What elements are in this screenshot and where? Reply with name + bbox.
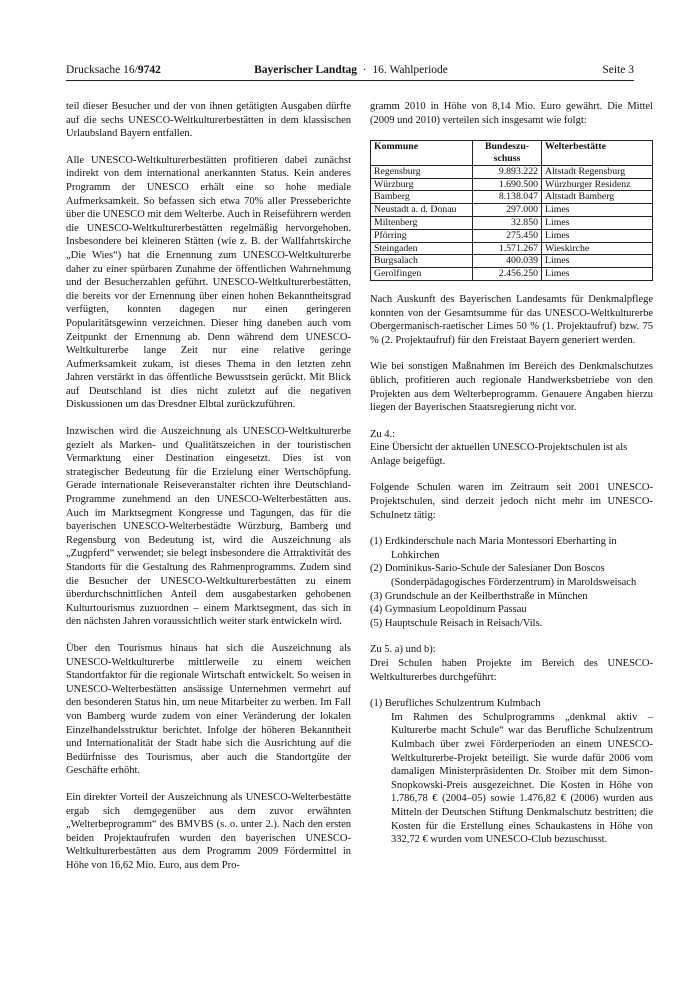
table-row (371, 255, 653, 268)
list-item: (2) Dominikus-Sario-Schule der Salesianer Don Boscos (Sonderpädagogisches Förderzentrum) in Maroldsweisach (370, 563, 637, 589)
page-number: Seite 3 (602, 64, 634, 76)
section-zu-4 (370, 428, 653, 469)
table-row (371, 216, 653, 229)
heritage-site-cell: Wieskirche (542, 242, 653, 255)
funding-table (370, 140, 653, 281)
paragraph: teil dieser Besucher und der von ihnen getätigten Ausgaben dürfte auf die sechs UNESCO-Weltkulturerbestätten in dem klassischen Urlaubsland Bayern entfallen. (66, 101, 351, 140)
column-header: Kommune (371, 141, 473, 166)
school-project-title: (1) Berufliches Schulzentrum Kulmbach (370, 698, 541, 710)
municipality-cell: Burgsalach (371, 255, 473, 268)
table-body (371, 165, 653, 280)
heritage-site-cell: Altstadt Bamberg (542, 191, 653, 204)
paragraph: Ein direkter Vorteil der Auszeichnung als UNESCO-Welterbestätte ergab sich demgegenüber aus dem zuvor erwähnten „Welterbeprogramm“ des BMVBS (s. o. unter 2.). Nach den ersten beiden Projektaufrufen wurden den bayerischen UNESCO-Weltkulturerbestätten aus dem Programm 2009 Fördermittel in Höhe von 16,62 Mio. Euro, aus dem Pro- (66, 791, 351, 871)
funding-cell: 8.138.047 (473, 191, 542, 204)
section-heading: Zu 4.: (370, 428, 396, 440)
paragraph: Über den Tourismus hinaus hat sich die Auszeichnung als UNESCO-Weltkulturerbe mittlerweile zu einem weichen Standortfaktor für die regionale Wirtschaft entwickelt. So weisen in UNESCO-Welterbestätten ansässige Unternehmen vermehrt auf den besonderen Status hin, um neue Mitarbeiter zu werben. Im Fall von Bamberg wurde zudem von einer Veränderung der lokalen Einzelhandelsstruktur berichtet. Infolge der höheren Bekanntheit und Internationalität der Stadt habe sich die Ausrichtung auf die Bedürfnisse des Tourismus, aber auch die Standortgüte der Geschäfte erhöht. (66, 642, 351, 777)
paragraph: Nach Auskunft des Bayerischen Landesamts für Denkmalpflege konnten von der Gesamtsumme für das UNESCO-Weltkulturerbe Obergermanisch-raetischer Limes 50 % (1. Projektaufruf) bzw. 75 % (2. Projektaufruf) für den Freistaat Bayern generiert werden. (370, 293, 653, 346)
paragraph: Inzwischen wird die Auszeichnung als UNESCO-Weltkulturerbe gezielt als Marken- und Qualitätszeichen in der touristischen Vermarktung einer Destination eingesetzt. Dies ist von strategischer Bedeutung für die Erzielung einer Wertschöpfung. Gerade internationale Reiseveranstalter richten ihre Deutschland-Programme zunehmend an den UNESCO-Welterbestätten aus. Auch im Marktsegment Kongresse und Tagungen, das für die bayerischen UNESCO-Welterbestädte Würzburg, Bamberg und Regensburg von Bedeutung ist, wird die Auszeichnung als „Zugpferd“ verwendet; sie belegt insbesondere die Attraktivität des Standorts für die Gestaltung des Rahmenprogramms. Zudem sind die Besucher der UNESCO-Weltkulturerbestätten zu einem überdurchschnittlichen Anteil dem ausgabestarken gehobenen Kulturtourismus zuzuordnen – einem Marktsegment, das sich in den nächsten Jahren voraussichtlich weiter stark entwickeln wird. (66, 426, 351, 628)
paragraph: Wie bei sonstigen Maßnahmen im Bereich des Denkmalschutzes üblich, profitieren auch regionale Handwerksbetriebe von den Projekten aus dem Welterbeprogramm. Genauere Angaben hierzu liegen der Bayerischen Staatsregierung nicht vor. (370, 361, 653, 414)
municipality-cell: Miltenberg (371, 216, 473, 229)
document-number-bold: 9742 (137, 64, 161, 76)
table-row (371, 229, 653, 242)
heritage-site-cell: Limes (542, 255, 653, 268)
funding-cell: 2.456.250 (473, 268, 542, 281)
funding-cell: 32.850 (473, 216, 542, 229)
paragraph: Folgende Schulen waren im Zeitraum seit 2001 UNESCO-Projektschulen, sind derzeit jedoch nicht mehr im UNESCO-Schulnetz tätig: (370, 482, 653, 521)
section-text: Drei Schulen haben Projekte im Bereich des UNESCO-Weltkulturerbes durchgeführt: (370, 658, 653, 683)
left-column (66, 100, 351, 885)
list-item: (3) Grundschule an der Keilberthstraße in München (370, 590, 588, 602)
page-header (66, 64, 634, 81)
table-header-row (371, 141, 653, 166)
document-number: Drucksache 16/9742 (66, 64, 161, 76)
municipality-cell: Bamberg (371, 191, 473, 204)
heritage-site-cell: Limes (542, 204, 653, 217)
list-item: (4) Gymnasium Leopoldinum Passau (370, 604, 527, 616)
table-row (371, 165, 653, 178)
header-separator: · (362, 64, 367, 76)
table-row (371, 191, 653, 204)
heritage-site-cell: Altstadt Regensburg (542, 165, 653, 178)
table-row (371, 204, 653, 217)
municipality-cell: Gerolfingen (371, 268, 473, 281)
heritage-site-cell: Limes (542, 216, 653, 229)
landtag-name: Bayerischer Landtag (254, 64, 358, 76)
column-header: Welterbestätte (542, 141, 653, 166)
schools-list (370, 535, 653, 630)
list-item: (1) Erdkinderschule nach Maria Montessori Eberharting in Lohkirchen (370, 536, 617, 561)
funding-cell: 1.571.267 (473, 242, 542, 255)
municipality-cell: Steingaden (371, 242, 473, 255)
table-row (371, 178, 653, 191)
school-project-item (370, 697, 653, 847)
section-zu-5 (370, 643, 653, 684)
table-row (371, 268, 653, 281)
parliament-title (254, 64, 448, 76)
paragraph: gramm 2010 in Höhe von 8,14 Mio. Euro gewährt. Die Mittel (2009 und 2010) verteilen sich insgesamt wie folgt: (370, 101, 653, 126)
municipality-cell: Regensburg (371, 165, 473, 178)
right-column (370, 100, 653, 847)
funding-cell: 275.450 (473, 229, 542, 242)
funding-cell: 400.039 (473, 255, 542, 268)
heritage-site-cell: Würzburger Residenz (542, 178, 653, 191)
legislative-period: 16. Wahlperiode (372, 64, 448, 76)
school-project-description: Im Rahmen des Schulprogramms „denkmal aktiv – Kulturerbe macht Schule“ war das Berufliche Schulzentrum Kulmbach über zwei Förderperioden an einem UNESCO-Weltkulturerbe-Projekt beteiligt. Sie wurde dafür 2006 vom damaligen Ministerpräsidenten Dr. Stoiber mit dem Simon-Snopkowski-Preis ausgezeichnet. Die Kosten in Höhe von 1.786,78 € (2004–05) sowie 1.476,82 € (2006) wurden aus Mitteln der Deutschen Stiftung Denkmalschutz bestritten; die Kosten für die Erstellung eines Schaukastens in Höhe von 332,72 € wurden vom UNESCO-Club bezuschusst. (391, 711, 653, 846)
list-item: (5) Hauptschule Reisach in Reisach/Vils. (370, 617, 543, 629)
section-text: Eine Übersicht der aktuellen UNESCO-Projektschulen ist als Anlage beigefügt. (370, 442, 628, 467)
section-heading: Zu 5. a) und b): (370, 644, 436, 656)
heritage-site-cell: Limes (542, 268, 653, 281)
municipality-cell: Pförring (371, 229, 473, 242)
paragraph: Alle UNESCO-Weltkulturerbestätten profitieren dabei zunächst indirekt von dem international anerkannten Status. Kein anderes Programm der UNESCO erhält eine so hohe mediale Aufmerksamkeit. So befassen sich etwa 70% aller Presseberichte über die UNESCO mit dem Welterbe. Auch in Reiseführern werden die UNESCO-Weltkulturerbestätten regelmäßig hervorgehoben. Insbesondere bei kleineren Stätten (wie z. B. der Wallfahrtskirche „Die Wies“) hat die Ernennung zum UNESCO-Weltkulturerbe daher zu einer spürbaren Zunahme der öffentlichen Wahrnehmung und der Besucherzahlen geführt. UNESCO-Weltkulturerbestätten, die bereits vor der Ernennung über einen hohen Bekanntheitsgrad verfügten, konnten dagegen nur einen geringeren Popularitätsgewinn verzeichnen. Dieser hing daneben auch vom Zeitpunkt der Ernennung ab. Denn während dem UNESCO-Weltkulturerbe lange Zeit nur eine relative geringe Aufmerksamkeit zukam, ist dieses Thema in den letzten zehn Jahren verstärkt in das öffentliche Bewusstsein gerückt. Mit Blick auf Deutschland ist dies nicht zuletzt auf die negativen Diskussionen um das Dresdner Elbtal zurückzuführen. (66, 154, 351, 411)
heritage-site-cell: Limes (542, 229, 653, 242)
funding-cell: 297.000 (473, 204, 542, 217)
funding-cell: 1.690.500 (473, 178, 542, 191)
table-row (371, 242, 653, 255)
funding-cell: 9.893.222 (473, 165, 542, 178)
municipality-cell: Würzburg (371, 178, 473, 191)
column-header: Bundeszu-schuss (473, 141, 542, 166)
municipality-cell: Neustadt a. d. Donau (371, 204, 473, 217)
